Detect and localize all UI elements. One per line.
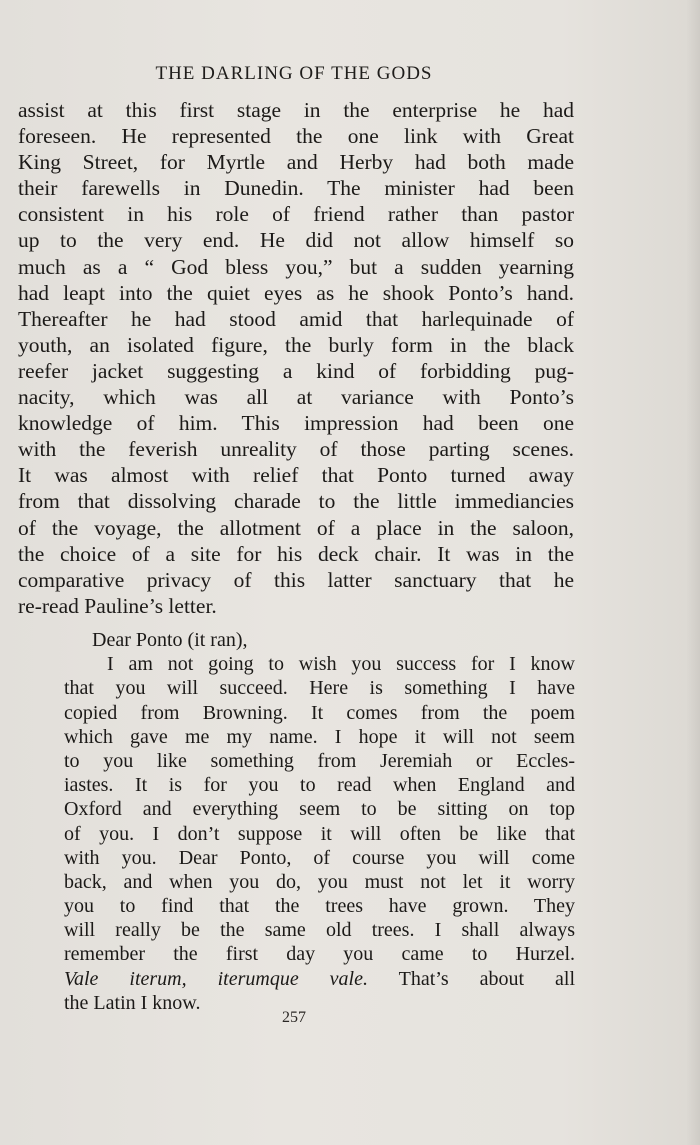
letter-line: will really be the same old trees. I shall always xyxy=(64,919,575,942)
body-line: of the voyage, the allotment of a place in the saloon, xyxy=(18,515,574,540)
body-line: from that dissolving charade to the little immediancies xyxy=(18,489,574,514)
letter-line: of you. I don’t suppose it will often be like that xyxy=(64,822,575,845)
body-line: Thereafter he had stood amid that harlequinade of xyxy=(18,306,574,331)
body-line: youth, an isolated figure, the burly form in the black xyxy=(18,332,574,357)
letter-line: which gave me my name. I hope it will not seem xyxy=(64,725,575,748)
running-header: THE DARLING OF THE GODS xyxy=(155,63,433,84)
letter-line: iastes. It is for you to read when England and xyxy=(64,774,575,797)
letter-closing-line: the Latin I know. xyxy=(64,991,201,1014)
letter-line: you to find that the trees have grown. They xyxy=(64,895,575,918)
body-line: reefer jacket suggesting a kind of forbidding pug- xyxy=(18,358,574,383)
body-line: foreseen. He represented the one link with Great xyxy=(18,124,574,149)
body-line: with the feverish unreality of those parting scenes. xyxy=(18,437,574,462)
body-line: assist at this first stage in the enterprise he had xyxy=(18,98,574,122)
letter-salutation: Dear Ponto (it ran), xyxy=(92,629,248,651)
body-line: their farewells in Dunedin. The minister had been xyxy=(18,176,574,201)
page-edge-shadow xyxy=(686,0,700,1145)
letter-line: to you like something from Jeremiah or Eccles- xyxy=(64,749,575,772)
letter-quote xyxy=(64,628,575,1015)
letter-line: Oxford and everything seem to be sitting on top xyxy=(64,798,575,821)
letter-line: I am not going to wish you success for I know xyxy=(107,653,575,676)
body-line: It was almost with relief that Ponto turned away xyxy=(18,463,574,488)
body-line: much as a “ God bless you,” but a sudden yearning xyxy=(18,254,574,279)
body-line: nacity, which was all at variance with Ponto’s xyxy=(18,385,574,410)
letter-line: that you will succeed. Here is something I have xyxy=(64,677,575,700)
letter-line: copied from Browning. It comes from the poem xyxy=(64,701,575,724)
body-line: King Street, for Myrtle and Herby had both made xyxy=(18,150,574,175)
body-line: up to the very end. He did not allow himself so xyxy=(18,228,574,253)
latin-phrase: Vale iterum, iterumque vale. xyxy=(64,967,368,990)
letter-line: remember the first day you came to Hurzel. xyxy=(64,943,575,966)
body-line: the choice of a site for his deck chair. It was in the xyxy=(18,541,574,566)
body-line: re-read Pauline’s letter. xyxy=(18,593,217,618)
letter-line: with you. Dear Ponto, of course you will come xyxy=(64,846,575,869)
letter-line: back, and when you do, you must not let it worry xyxy=(64,870,575,893)
body-paragraph xyxy=(18,97,574,619)
body-line: comparative privacy of this latter sanctuary that he xyxy=(18,567,574,592)
body-line: knowledge of him. This impression had been one xyxy=(18,411,574,436)
latin-tail: That’s about all xyxy=(398,967,575,990)
body-line: had leapt into the quiet eyes as he shook Ponto’s hand. xyxy=(18,280,574,305)
letter-line-latin xyxy=(64,967,575,991)
body-line: consistent in his role of friend rather than pastor xyxy=(18,202,574,227)
page-number: 257 xyxy=(282,1009,306,1026)
